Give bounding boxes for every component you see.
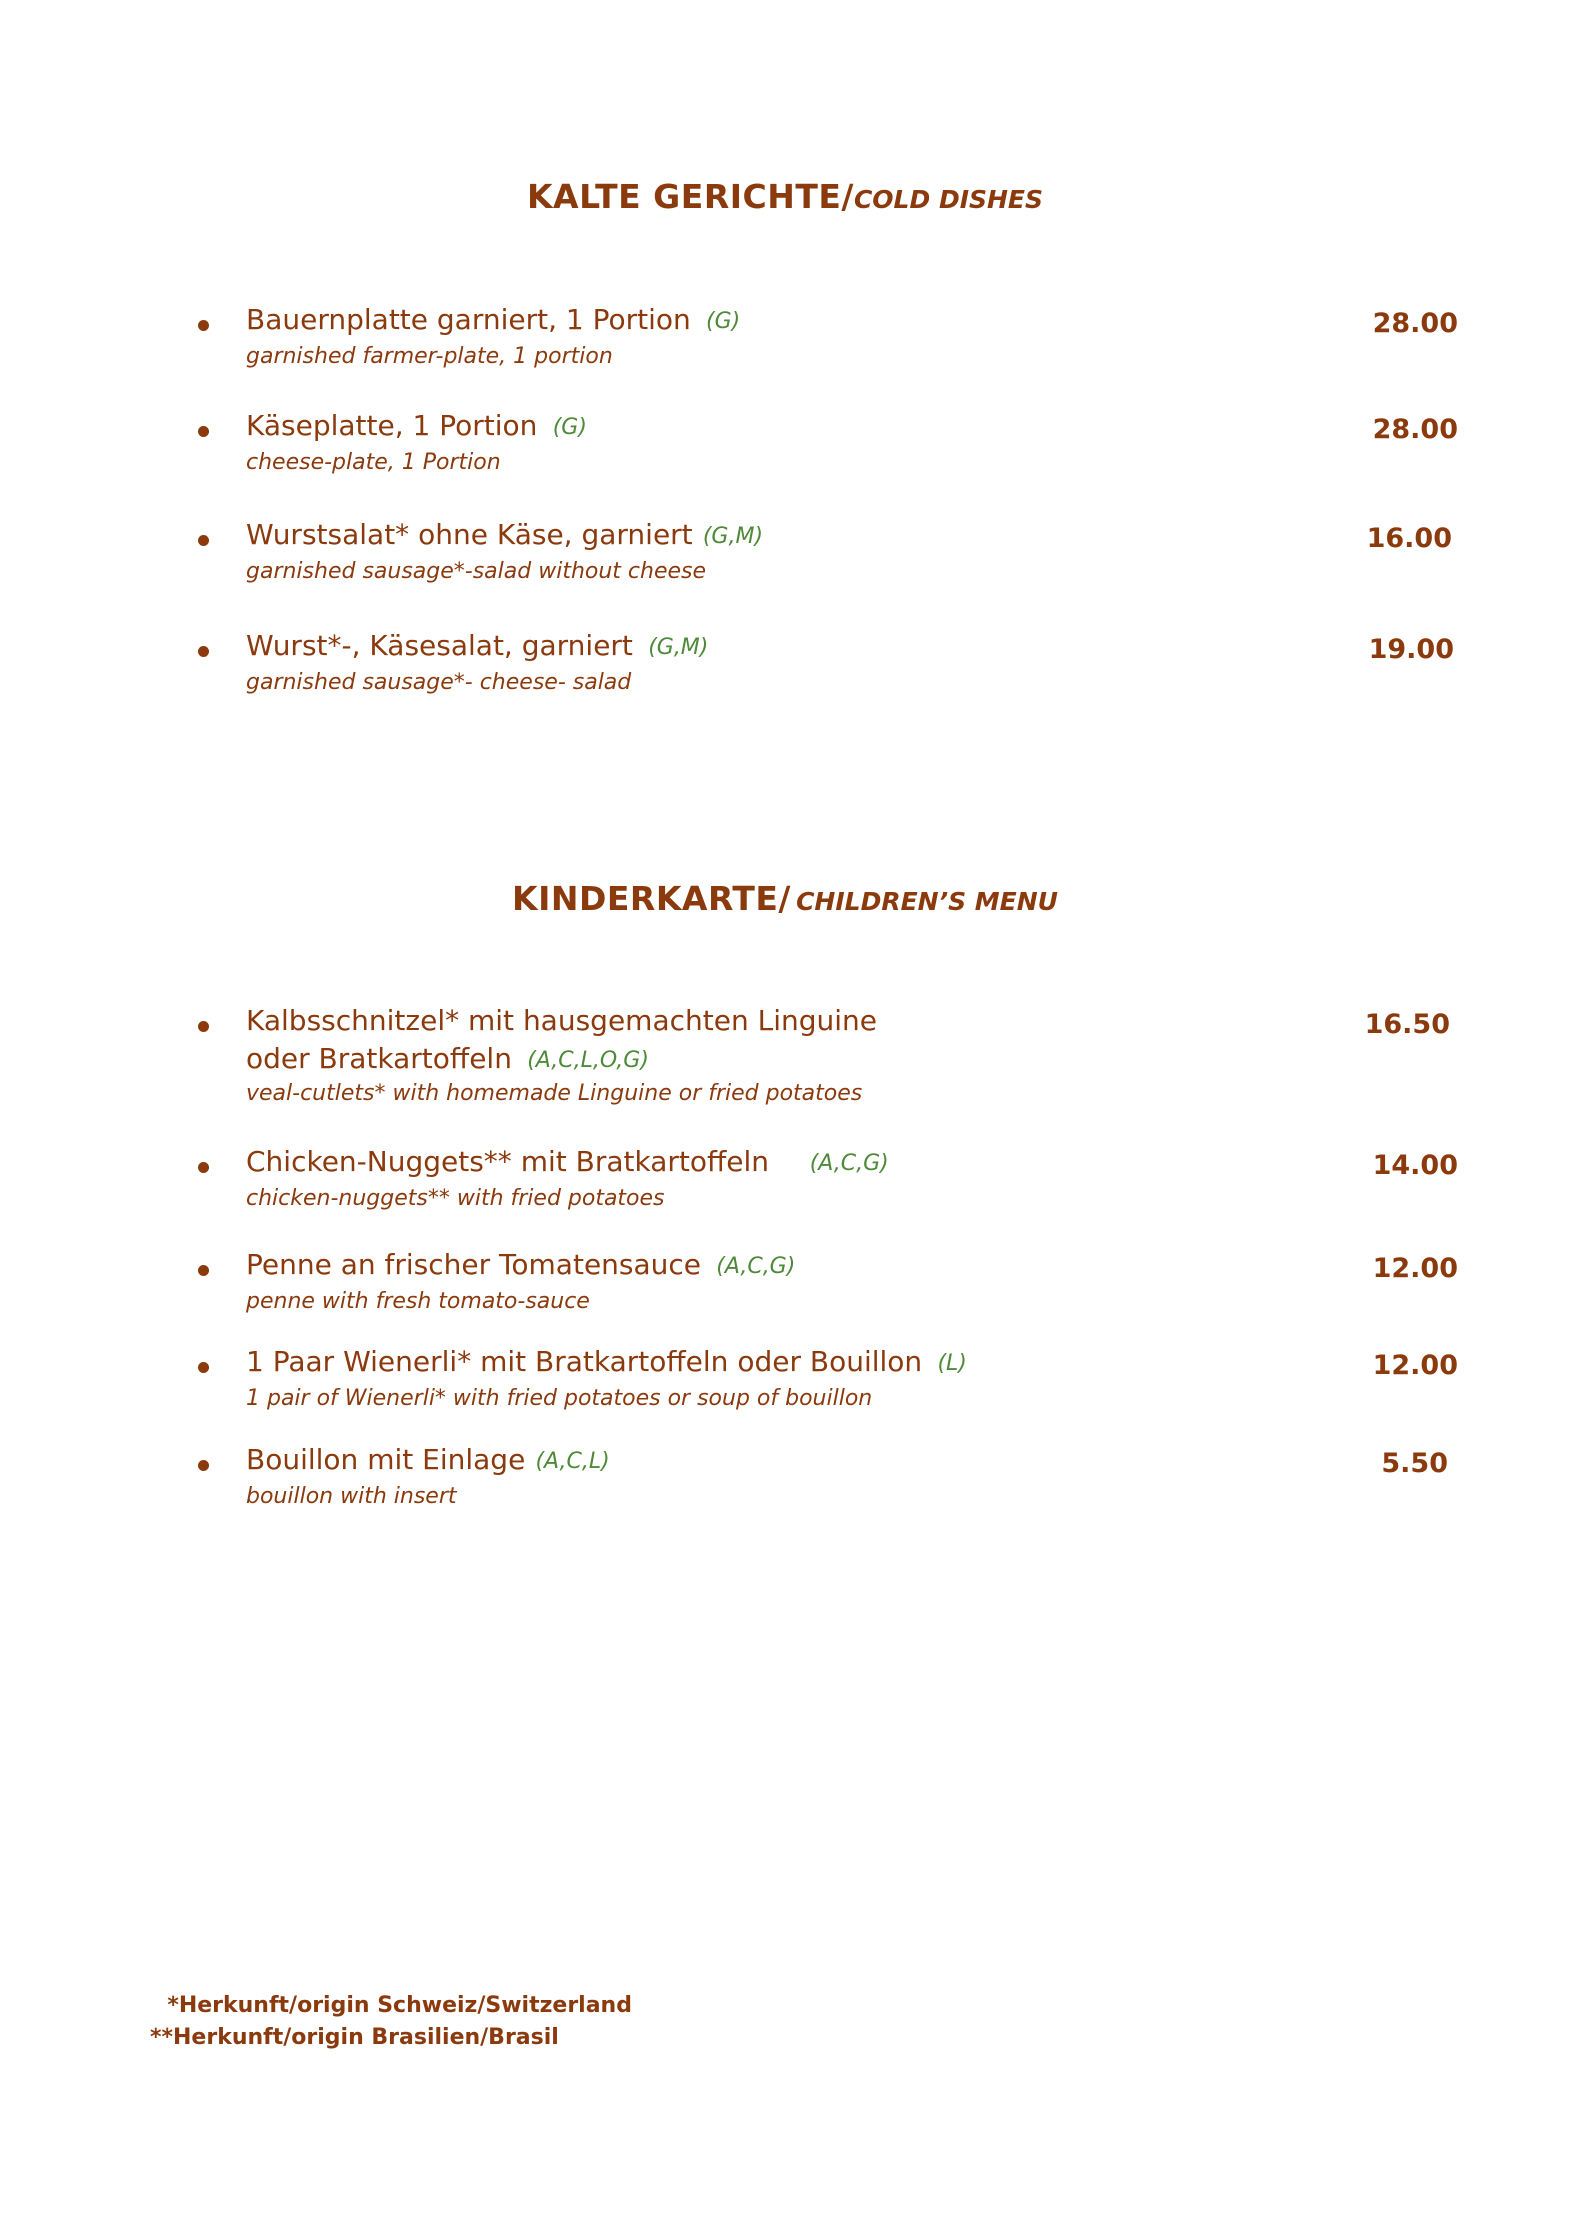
item-price: 12.00 bbox=[1372, 1350, 1458, 1381]
item-description: veal-cutlets* with homemade Linguine or fried potatoes bbox=[246, 1081, 863, 1106]
item-name: Wurstsalat* ohne Käse, garniert bbox=[246, 518, 693, 551]
item-name: 1 Paar Wienerli* mit Bratkartoffeln oder Bouillon bbox=[246, 1345, 923, 1378]
item-name: Penne an frischer Tomatensauce bbox=[246, 1248, 702, 1281]
menu-item bbox=[198, 1248, 1458, 1331]
bullet-icon bbox=[198, 1162, 209, 1173]
item-name: Bauernplatte garniert, 1 Portion bbox=[246, 303, 691, 336]
item-name: Chicken-Nuggets** mit Bratkartoffeln bbox=[246, 1145, 770, 1178]
item-description: bouillon with insert bbox=[246, 1484, 457, 1509]
item-name: Käseplatte, 1 Portion bbox=[246, 409, 538, 442]
item-description: penne with fresh tomato-sauce bbox=[246, 1289, 590, 1314]
item-allergens: (G) bbox=[706, 309, 741, 334]
item-description: garnished sausage*-salad without cheese bbox=[246, 559, 707, 584]
item-description: chicken-nuggets** with fried potatoes bbox=[246, 1186, 665, 1211]
item-price: 16.50 bbox=[1364, 1009, 1450, 1040]
menu-item bbox=[198, 303, 1458, 386]
menu-item bbox=[198, 1004, 1458, 1117]
item-allergens: (A,C,G) bbox=[809, 1151, 889, 1176]
item-price: 19.00 bbox=[1368, 634, 1454, 665]
bullet-icon bbox=[198, 646, 209, 657]
item-description: 1 pair of Wienerli* with fried potatoes or soup of bouillon bbox=[246, 1386, 873, 1411]
bullet-icon bbox=[198, 1265, 209, 1276]
section-title-childrens-menu bbox=[0, 879, 1570, 918]
menu-item bbox=[198, 1145, 1458, 1228]
bullet-icon bbox=[198, 1021, 209, 1032]
bullet-icon bbox=[198, 426, 209, 437]
item-allergens: (A,C,L,O,G) bbox=[527, 1048, 649, 1073]
bullet-icon bbox=[198, 1460, 209, 1471]
item-name: Wurst*-, Käsesalat, garniert bbox=[246, 629, 633, 662]
item-name: Kalbsschnitzel* mit hausgemachten Linguine bbox=[246, 1004, 877, 1037]
item-price: 28.00 bbox=[1372, 308, 1458, 339]
item-allergens: (G,M) bbox=[702, 524, 764, 549]
item-allergens: (L) bbox=[937, 1351, 967, 1376]
footnote-origin-switzerland: *Herkunft/origin Schweiz/Switzerland bbox=[152, 1993, 632, 2018]
item-price: 5.50 bbox=[1381, 1448, 1448, 1479]
item-allergens: (G,M) bbox=[648, 635, 709, 660]
item-name: Bouillon mit Einlage bbox=[246, 1443, 526, 1476]
section-title-sub: CHILDREN’S MENU bbox=[796, 887, 1058, 916]
item-allergens: (A,C,L) bbox=[535, 1449, 610, 1474]
bullet-icon bbox=[198, 535, 209, 546]
item-name-continued: oder Bratkartoffeln bbox=[246, 1042, 512, 1075]
menu-item bbox=[198, 629, 1458, 712]
item-price: 28.00 bbox=[1372, 414, 1458, 445]
section-title-cold-dishes bbox=[0, 177, 1570, 216]
menu-item bbox=[198, 518, 1458, 601]
item-price: 16.00 bbox=[1366, 523, 1452, 554]
section-title-main: KALTE GERICHTE/ bbox=[526, 177, 854, 216]
bullet-icon bbox=[198, 320, 209, 331]
item-description: cheese-plate, 1 Portion bbox=[246, 450, 501, 475]
item-price: 12.00 bbox=[1372, 1253, 1458, 1284]
menu-item bbox=[198, 1345, 1458, 1428]
item-description: garnished farmer-plate, 1 portion bbox=[246, 344, 613, 369]
item-price: 14.00 bbox=[1372, 1150, 1458, 1181]
item-description: garnished sausage*- cheese- salad bbox=[246, 670, 632, 695]
menu-item bbox=[198, 1443, 1458, 1526]
footnote-origin-brasil: **Herkunft/origin Brasilien/Brasil bbox=[150, 2025, 559, 2050]
bullet-icon bbox=[198, 1362, 209, 1373]
item-allergens: (G) bbox=[552, 415, 587, 440]
section-title-main: KINDERKARTE/ bbox=[512, 879, 791, 918]
section-title-sub: COLD DISHES bbox=[853, 185, 1044, 214]
menu-item bbox=[198, 409, 1458, 492]
item-allergens: (A,C,G) bbox=[716, 1254, 796, 1279]
